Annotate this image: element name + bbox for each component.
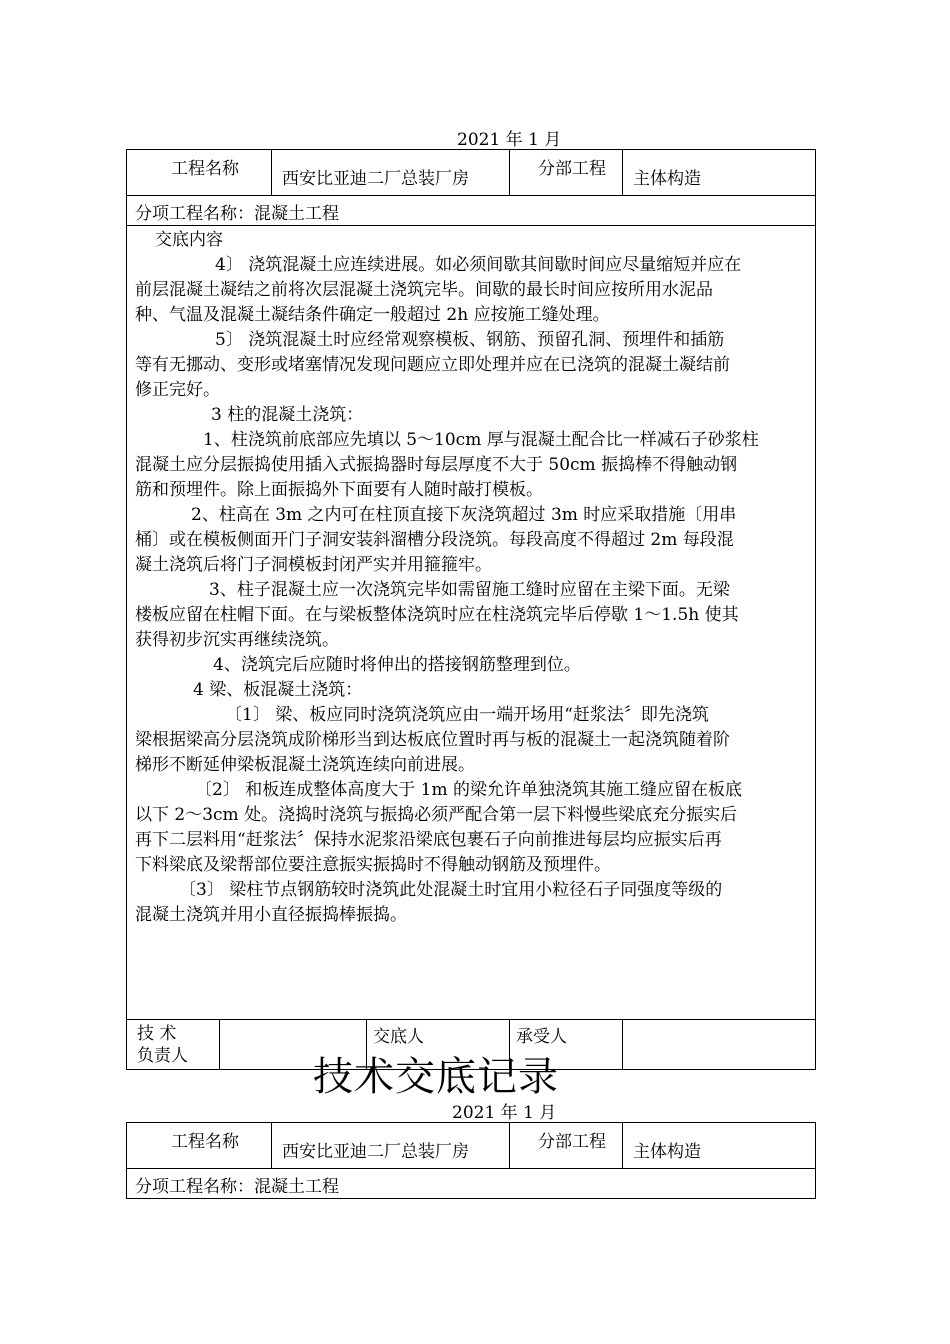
content-line: 4 梁、板混凝土浇筑：: [193, 680, 363, 700]
content-line: 桶〕或在模板侧面开门子洞安装斜溜槽分段浇筑。每段高度不得超过 2m 每段混: [135, 530, 734, 550]
content-line: 修正完好。: [135, 380, 220, 400]
disclosure-content-cell: [127, 226, 816, 1020]
page2-date: 2021 年 1 月: [452, 1103, 557, 1123]
content-line: 梯形不断延伸梁板混凝土浇筑连续向前进展。: [135, 755, 475, 775]
subitem-line: 分项工程名称：混凝土工程: [127, 196, 816, 226]
content-line: 4〕 浇筑混凝土应连续进展。如必须间歇其间歇时间应尽量缩短并应在: [215, 255, 742, 275]
disclosure-content: [135, 228, 807, 928]
tech-lead-label-line2: 负责人: [137, 1046, 188, 1066]
project-name-label: 工程名称: [127, 150, 272, 196]
content-line: 〔1〕 梁、板应同时浇筑浇筑应由一端开场用“赶浆法〞即先浇筑: [225, 705, 709, 725]
content-line: 〔3〕 梁柱节点钢筋较时浇筑此处混凝土时宜用小粒径石子同强度等级的: [179, 880, 723, 900]
discloser-label: 交底人: [367, 1020, 510, 1070]
tech-lead-label: [127, 1020, 220, 1070]
content-line: 4、浇筑完后应随时将伸出的搭接钢筋整理到位。: [213, 655, 581, 675]
content-line: 前层混凝土凝结之前将次层混凝土浇筑完毕。间歇的最长时间应按所用水泥品: [135, 280, 713, 300]
project-name-label: 工程名称: [127, 1123, 272, 1169]
content-line: 3 柱的混凝土浇筑：: [211, 405, 364, 425]
content-line: 等有无挪动、变形或堵塞情况发现问题应立即处理并应在已浇筑的混凝土凝结前: [135, 355, 730, 375]
content-line: 凝土浇筑后将门子洞模板封闭严实并用箍箍牢。: [135, 555, 492, 575]
content-line: 2、柱高在 3m 之内可在柱顶直接下灰浇筑超过 3m 时应采取措施〔用串: [191, 505, 737, 525]
receiver-label: 承受人: [510, 1020, 623, 1070]
content-line: 5〕 浇筑混凝土时应经常观察模板、钢筋、预留孔洞、预埋件和插筋: [215, 330, 725, 350]
page2-disclosure-table: [126, 1122, 816, 1199]
page2-title: 技术交底记录: [313, 1054, 559, 1100]
content-line: 混凝土应分层振捣使用插入式振捣器时每层厚度不大于 50cm 振捣棒不得触动钢: [135, 455, 738, 475]
content-heading: 交底内容: [155, 230, 223, 250]
content-line: 1、柱浇筑前底部应先填以 5～10cm 厚与混凝土配合比一样减石子砂浆柱: [203, 430, 759, 450]
division-label: 分部工程: [510, 1123, 623, 1169]
content-line: 以下 2～3cm 处。浇捣时浇筑与振捣必须严配合第一层下料慢些梁底充分振实后: [135, 805, 738, 825]
project-name-value: 西安比亚迪二厂总装厂房: [272, 1123, 510, 1169]
division-label: 分部工程: [510, 150, 623, 196]
content-line: 获得初步沉实再继续浇筑。: [135, 630, 339, 650]
page2-subitem-row: [127, 1169, 816, 1199]
tech-lead-label-line1: 技 术: [137, 1024, 177, 1044]
subitem-line: 分项工程名称：混凝土工程: [127, 1169, 816, 1199]
content-line: 下料梁底及梁帮部位要注意振实振捣时不得触动钢筋及预埋件。: [135, 855, 611, 875]
page2-header-row: [127, 1123, 816, 1169]
division-value: 主体构造: [623, 150, 816, 196]
receiver-signature-field: [623, 1020, 816, 1070]
page1-subitem-row: [127, 196, 816, 226]
page1-date: 2021 年 1 月: [457, 130, 562, 150]
content-line: 混凝土浇筑并用小直径振捣棒振捣。: [135, 905, 407, 925]
content-line: 3、柱子混凝土应一次浇筑完毕如需留施工缝时应留在主梁下面。无梁: [209, 580, 730, 600]
division-value: 主体构造: [623, 1123, 816, 1169]
page1-disclosure-table: [126, 149, 816, 1070]
content-line: 筋和预埋件。除上面振捣外下面要有人随时敲打模板。: [135, 480, 543, 500]
page1-header-row: [127, 150, 816, 196]
content-line: 梁根据梁高分层浇筑成阶梯形当到达板底位置时再与板的混凝土一起浇筑随着阶: [135, 730, 730, 750]
content-line: 〔2〕 和板连成整体高度大于 1m 的梁允许单独浇筑其施工缝应留在板底: [195, 780, 742, 800]
content-line: 楼板应留在柱帽下面。在与梁板整体浇筑时应在柱浇筑完毕后停歇 1～1.5h 使其: [135, 605, 739, 625]
content-line: 种、气温及混凝土凝结条件确定一般超过 2h 应按施工缝处理。: [135, 305, 610, 325]
content-line: 再下二层料用“赶浆法〞保持水泥浆沿梁底包裹石子向前推进每层均应振实后再: [135, 830, 722, 850]
project-name-value: 西安比亚迪二厂总装厂房: [272, 150, 510, 196]
